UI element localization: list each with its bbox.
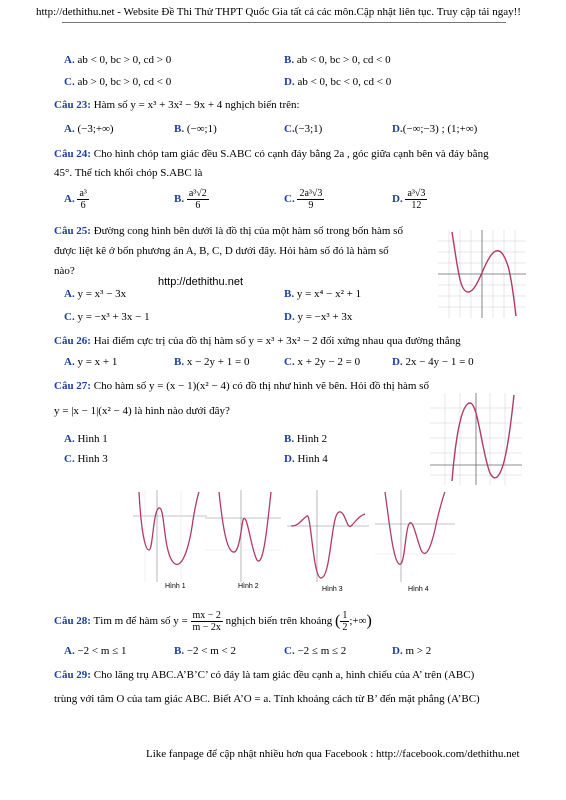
question-24: Câu 24: Cho hình chóp tam giác đều S.ABC có cạnh đáy bằng 2a , góc giữa cạnh bên và đáy bằng (54, 148, 489, 160)
q23-option-a: A. (−3;+∞) (64, 123, 114, 135)
hinh-3-graph (287, 490, 369, 582)
q24-option-c: C. $\frac{\text{2a³√3}}{9}$ (284, 188, 323, 211)
hinh-1-graph (133, 490, 207, 582)
question-29: Câu 29: Cho lăng trụ ABC.A’B’C’ có đáy là tam giác đều cạnh a, hình chiếu của A’ trên (ABC) (54, 669, 475, 681)
question-27: Câu 27: Cho hàm số y = (x − 1)(x² − 4) có đồ thị như hình vẽ bên. Hỏi đồ thị hàm số (54, 380, 429, 392)
q26-option-b: B. x − 2y + 1 = 0 (174, 356, 250, 368)
question-23: Câu 23: Hàm số y = x³ + 3x² − 9x + 4 nghịch biến trên: (54, 99, 300, 111)
q27-option-c: C. Hình 3 (64, 453, 108, 465)
hinh-4-curve (385, 492, 445, 564)
q23-option-d: D.(−∞;−3) ; (1;+∞) (392, 123, 478, 135)
question-29-line2: trùng với tâm O của tam giác ABC. Biết A’O = a. Tính khoảng cách từ B’ đến mặt phẳng (A’BC) (54, 693, 480, 705)
q25-option-b: B. y = x⁴ − x² + 1 (284, 288, 362, 300)
hinh-1-caption: Hình 1 (165, 583, 186, 590)
q24-option-d: D. $\frac{\text{a³√3}}{12}$ (392, 188, 426, 211)
q23-option-c: C.(−3;1) (284, 123, 323, 135)
q27-option-d: D. Hình 4 (284, 453, 328, 465)
q24-option-a: A. $\frac{\text{a³}}{6}$ (64, 188, 87, 211)
prev-option-c: C. ab > 0, bc > 0, cd < 0 (64, 76, 172, 88)
q28-option-b: B. −2 < m < 2 (174, 645, 237, 657)
question-25: Câu 25: Đường cong hình bên dưới là đồ thị của một hàm số trong bốn hàm số (54, 225, 403, 237)
hinh-4-graph (375, 490, 455, 582)
q27-option-b: B. Hình 2 (284, 433, 328, 445)
q27-main-graph (430, 393, 522, 485)
q28-option-d: D. m > 2 (392, 645, 432, 657)
question-27-line2: y = |x − 1|(x² − 4) là hình nào dưới đây? (54, 405, 230, 417)
hinh-3-caption: Hình 3 (322, 586, 343, 593)
q28-option-c: C. −2 ≤ m ≤ 2 (284, 645, 347, 657)
q25-option-d: D. y = −x³ + 3x (284, 311, 353, 323)
hinh-4-caption: Hình 4 (408, 586, 429, 593)
question-25-line2: được liệt kê ở bốn phương án A, B, C, D dưới đây. Hỏi hàm số đó là hàm số (54, 245, 389, 257)
question-26: Câu 26: Hai điểm cực trị của đồ thị hàm số y = x³ + 3x² − 2 đối xứng nhau qua đường thẳng (54, 335, 461, 347)
hinh-2-curve (219, 492, 271, 561)
prev-option-b: B. ab < 0, bc > 0, cd < 0 (284, 54, 391, 66)
watermark-link: http://dethithu.net (158, 276, 244, 288)
q28-option-a: A. −2 < m ≤ 1 (64, 645, 127, 657)
page-footer: Like fanpage để cập nhật nhiều hơn qua Facebook : http://facebook.com/dethithu.net (146, 748, 520, 760)
hinh-3-curve (291, 512, 365, 578)
q26-option-c: C. x + 2y − 2 = 0 (284, 356, 361, 368)
question-24-line2: 45°. Thể tích khối chóp S.ABC là (54, 167, 203, 179)
header-rule (62, 22, 506, 23)
question-28: Câu 28: Tìm m để hàm số y = $\frac{mx - 2}{m - 2x}$ nghịch biến trên khoảng ( $\frac{1}{2}$ ;+∞) (54, 610, 372, 633)
q23-option-b: B. (−∞;1) (174, 123, 217, 135)
q25-cubic-graph (438, 230, 526, 318)
prev-option-a: A. ab < 0, bc > 0, cd > 0 (64, 54, 172, 66)
hinh-1-curve (139, 492, 199, 564)
hinh-2-caption: Hình 2 (238, 583, 259, 590)
question-25-line3: nào? (54, 265, 75, 277)
q24-option-b: B. $\frac{\text{a³√2}}{6}$ (174, 188, 207, 211)
q26-option-d: D. 2x − 4y − 1 = 0 (392, 356, 474, 368)
hinh-2-graph (205, 490, 281, 582)
q27-option-a: A. Hình 1 (64, 433, 108, 445)
prev-option-d: D. ab < 0, bc < 0, cd < 0 (284, 76, 392, 88)
q25-option-c: C. y = −x³ + 3x − 1 (64, 311, 150, 323)
page-header: http://dethithu.net - Website Đề Thi Thử THPT Quốc Gia tất cả các môn.Cập nhật liên tục. Truy cập tải ngay!! (36, 6, 521, 18)
q25-option-a: A. y = x³ − 3x (64, 288, 127, 300)
q26-option-a: A. y = x + 1 (64, 356, 118, 368)
